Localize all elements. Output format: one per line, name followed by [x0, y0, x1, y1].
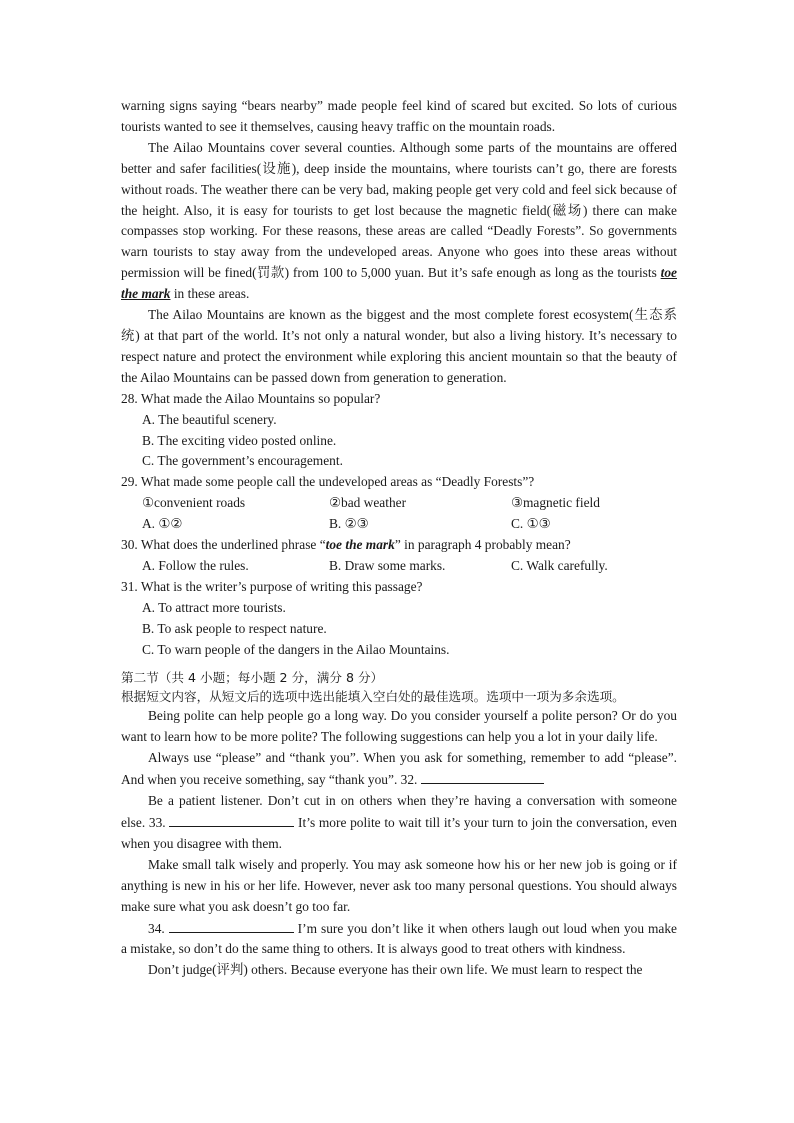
paragraph-text: Be a patient listener. Don’t cut in on others when they’re having a conversation with someone else. 33. — [121, 793, 677, 830]
question-31-option-b[interactable]: B. To ask people to respect nature. — [142, 620, 327, 636]
question-29-options — [121, 514, 677, 535]
question-29-item-3: ③magnetic field — [511, 495, 600, 511]
question-30-stem-post: ” in paragraph 4 probably mean? — [394, 537, 571, 553]
question-28-option-c[interactable]: C. The government’s encouragement. — [142, 453, 343, 469]
question-29-stem: 29. What made some people call the undeveloped areas as “Deadly Forests”? — [121, 474, 535, 490]
question-31-stem: 31. What is the writer’s purpose of writing this passage? — [121, 578, 423, 594]
blank-32[interactable] — [421, 769, 544, 784]
paragraph-text: 34. — [148, 920, 165, 936]
paragraph-text: I’m sure you don’t like it when others laugh out loud when you make a mistake, so don’t do the same thing to others. It is always good to treat others with kindness. — [121, 920, 677, 957]
question-28-stem: 28. What made the Ailao Mountains so popular? — [121, 390, 381, 406]
passage-paragraph — [121, 918, 677, 961]
question-30-phrase: toe the mark — [325, 537, 395, 553]
paragraph-text: Always use “please” and “thank you”. When you ask for something, remember to add “please”. And when you receive something, say “thank you”. 32. — [121, 750, 677, 788]
question-28-option-b[interactable]: B. The exciting video posted online. — [142, 432, 337, 448]
blank-33[interactable] — [169, 812, 294, 827]
section-2-instruction: 根据短文内容，从短文后的选项中选出能填入空白处的最佳选项。选项中一项为多余选项。 — [121, 689, 625, 705]
section-2-title: 第二节（共 4 小题；每小题 2 分，满分 8 分） — [121, 670, 384, 686]
question-30-options — [121, 556, 677, 577]
exam-page — [121, 96, 677, 981]
paragraph-text: The Ailao Mountains cover several counties. Although some parts of the mountains are offered better and safer facilities(设施), deep inside the mountains, where tourists can’t go, there are forests without roads. The weather there can be very bad, making people get very cold and feel sick because of the height. Also, it is easy for tourists to get lost because the magnetic field(磁场) there can make compasses stop working. For these reasons, these areas are called “Deadly Forests”. So governments warn tourists to stay away from the undeveloped areas. Anyone who goes into these areas without permission will be fined(罚款) from 100 to 5,000 yuan. But it’s safe enough as long as the tourists — [121, 139, 677, 281]
question-30-stem-pre: 30. What does the underlined phrase “ — [121, 537, 326, 553]
question-30-stem — [121, 535, 677, 556]
question-29-option-a[interactable]: A. ①② — [142, 516, 183, 532]
passage-paragraph: The Ailao Mountains are known as the biggest and the most complete forest ecosystem(生态系统) at that part of the world. It’s not only a natural wonder, but also a living history. It’s necessary to respect nature and protect the environment while exploring this ancient mountain so that the beauty of the Ailao Mountains can be passed down from generation to generation. — [121, 307, 677, 385]
question-31-option-c[interactable]: C. To warn people of the dangers in the Ailao Mountains. — [142, 641, 450, 657]
question-31-option-a[interactable]: A. To attract more tourists. — [142, 599, 286, 615]
underlined-phrase: toe the mark — [121, 265, 677, 302]
paragraph-text: in these areas. — [170, 286, 250, 302]
question-30-option-c[interactable]: C. Walk carefully. — [511, 557, 608, 573]
question-29-item-2: ②bad weather — [329, 495, 407, 511]
passage-paragraph: Don’t judge(评判) others. Because everyone has their own life. We must learn to respect the — [148, 962, 643, 978]
question-29-item-1: ①convenient roads — [142, 495, 246, 511]
passage-paragraph: Being polite can help people go a long way. Do you consider yourself a polite person? Or do you want to learn how to be more polite? The following suggestions can help you a lot in your daily life. — [121, 708, 677, 745]
passage-paragraph — [121, 138, 677, 305]
passage-paragraph — [121, 748, 677, 791]
blank-34[interactable] — [169, 918, 294, 933]
question-29-option-b[interactable]: B. ②③ — [329, 516, 369, 532]
question-28-option-a[interactable]: A. The beautiful scenery. — [142, 411, 277, 427]
question-29-option-c[interactable]: C. ①③ — [511, 516, 551, 532]
question-30-option-b[interactable]: B. Draw some marks. — [329, 557, 446, 573]
passage-paragraph — [121, 791, 677, 855]
question-29-items — [121, 493, 677, 514]
question-30-option-a[interactable]: A. Follow the rules. — [142, 557, 249, 573]
passage-paragraph: Make small talk wisely and properly. You may ask someone how his or her new job is going or if anything is new in his or her life. However, never ask too many personal questions. You should always make sure what you ask doesn’t go too far. — [121, 856, 677, 914]
passage-paragraph: warning signs saying “bears nearby” made people feel kind of scared but excited. So lots of curious tourists wanted to see it themselves, causing heavy traffic on the mountain roads. — [121, 98, 677, 134]
paragraph-text: It’s more polite to wait till it’s your turn to join the conversation, even when you disagree with them. — [121, 815, 677, 851]
